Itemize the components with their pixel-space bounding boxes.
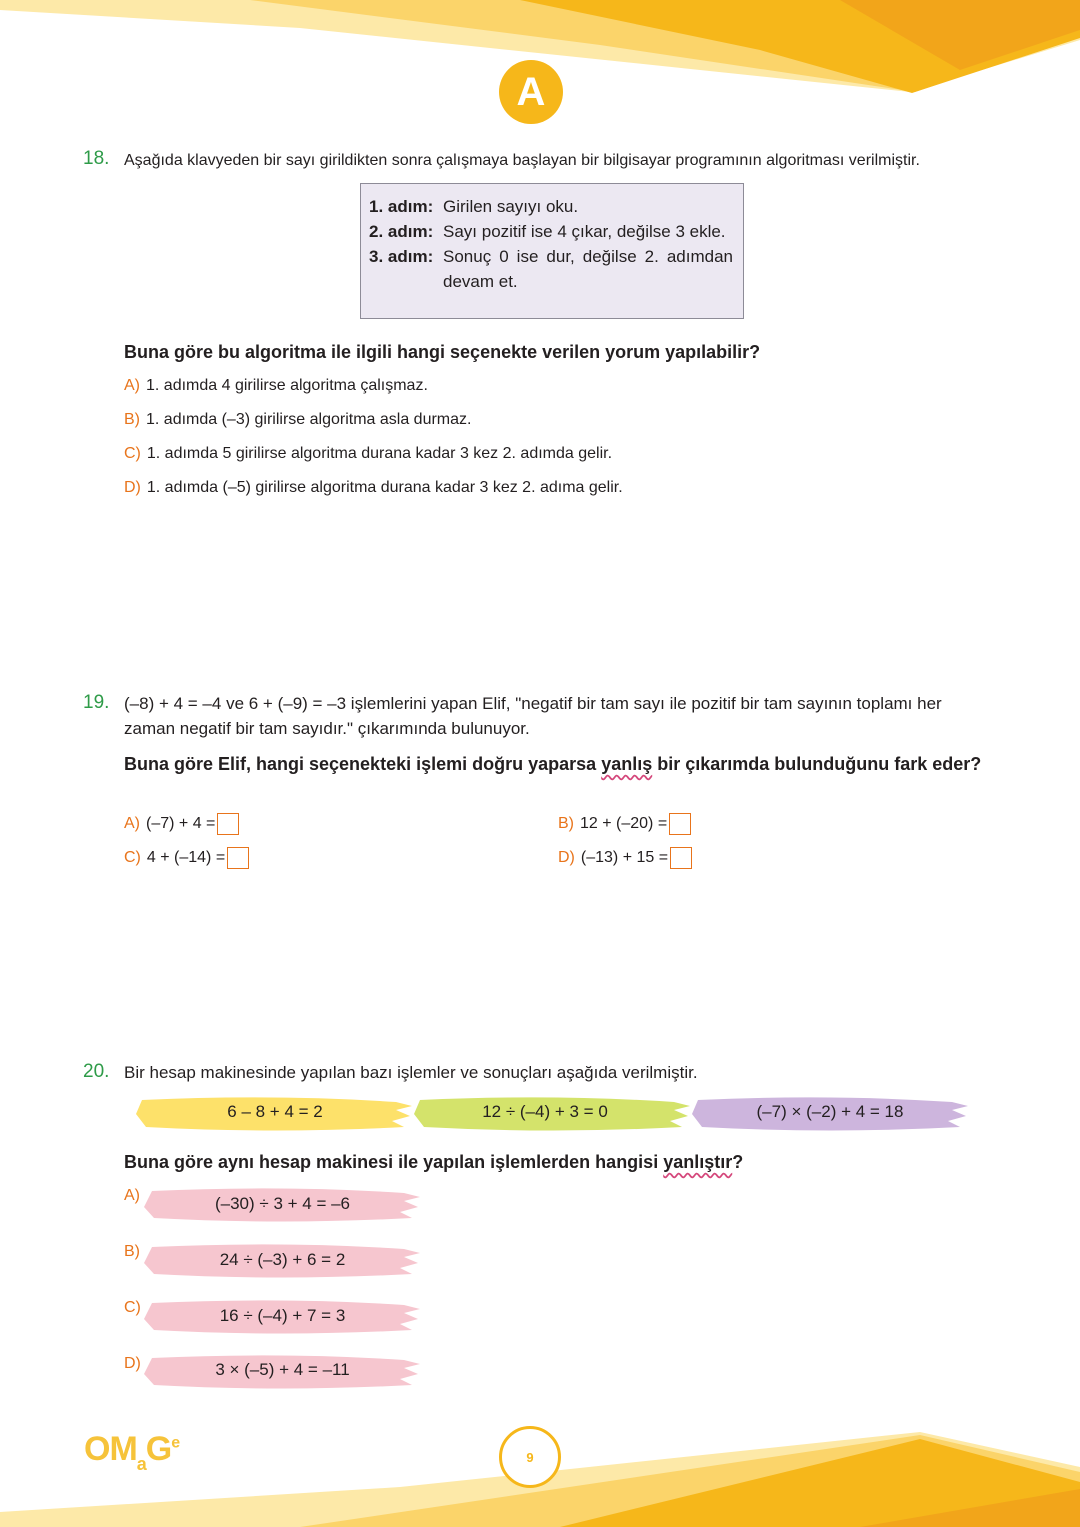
option-letter: C) — [124, 445, 141, 462]
step-label: 2. adım: — [369, 222, 434, 241]
page-number: 9 — [499, 1426, 561, 1488]
prompt-underlined-word: yanlıştır — [663, 1152, 733, 1172]
prompt-part: bir çıkarımda bulunduğunu fark eder? — [657, 754, 982, 774]
option-letter: D) — [558, 849, 575, 867]
logo-g: G — [145, 1430, 172, 1468]
option-text: (–13) + 15 = — [580, 849, 669, 867]
q20-option-b-text[interactable]: 24 ÷ (–3) + 6 = 2 — [219, 1250, 346, 1269]
example-expression-2: 12 ÷ (–4) + 3 = 0 — [482, 1102, 608, 1121]
algorithm-box — [360, 183, 744, 319]
option-letter: A) — [124, 377, 140, 394]
prompt-part: Buna göre Elif, hangi seçenekteki işlemi doğru yaparsa — [124, 754, 597, 774]
answer-box[interactable] — [669, 813, 691, 835]
question-20-text: Bir hesap makinesinde yapılan bazı işlemler ve sonuçları aşağıda verilmiştir. — [124, 1063, 698, 1082]
q18-option-b[interactable] — [124, 411, 471, 429]
step-text: Sayı pozitif ise 4 çıkar, değilse 3 ekle. — [443, 222, 726, 241]
step-label: 3. adım: — [369, 247, 434, 266]
logo-sub: a — [136, 1454, 146, 1474]
example-expression-3: (–7) × (–2) + 4 = 18 — [756, 1102, 904, 1121]
logo-e: e — [171, 1434, 180, 1452]
answer-box[interactable] — [670, 847, 692, 869]
option-text: 1. adımda 4 girilirse algoritma çalışmaz. — [146, 377, 428, 394]
option-text: 4 + (–14) = — [146, 849, 226, 867]
question-19-text: (–8) + 4 = –4 ve 6 + (–9) = –3 işlemlerini yapan Elif, "negatif bir tam sayı ile pozitif bir tam sayının toplamı her zaman negatif bir tam sayıdır." çıkarımında bulunuyor. — [124, 694, 942, 738]
prompt-part: Buna göre aynı hesap makinesi ile yapılan işlemlerden hangisi — [124, 1152, 659, 1172]
prompt-underlined-word: yanlış — [601, 754, 653, 774]
q18-option-c[interactable] — [124, 445, 612, 463]
q20-option-d-text[interactable]: 3 × (–5) + 4 = –11 — [215, 1360, 350, 1379]
option-letter: D) — [124, 479, 141, 496]
q18-option-a[interactable] — [124, 377, 428, 395]
logo-main: OM — [84, 1430, 137, 1468]
option-letter: C) — [124, 849, 141, 867]
option-letter: C) — [124, 1299, 141, 1316]
option-letter: B) — [558, 815, 574, 833]
brand-logo — [84, 1430, 179, 1475]
algorithm-step-3 — [369, 244, 733, 294]
step-label: 1. adım: — [369, 197, 434, 216]
option-letter: A) — [124, 1187, 140, 1204]
example-expression-1: 6 – 8 + 4 = 2 — [227, 1102, 323, 1121]
question-19-number: 19. — [83, 692, 110, 713]
step-text: Sonuç 0 ise dur, değilse 2. adımdan devam et. — [443, 247, 733, 291]
option-letter: A) — [124, 815, 140, 833]
question-18-number: 18. — [83, 148, 110, 169]
question-20-prompt — [124, 1150, 1004, 1175]
q19-option-c[interactable] — [124, 847, 249, 869]
option-text: (–7) + 4 = — [146, 815, 216, 833]
algorithm-step-2 — [369, 219, 733, 244]
option-letter: D) — [124, 1355, 141, 1372]
option-text: 12 + (–20) = — [580, 815, 668, 833]
algorithm-step-1 — [369, 194, 733, 219]
q19-option-a[interactable] — [124, 813, 239, 835]
q19-option-b[interactable] — [558, 813, 691, 835]
q20-option-a-text[interactable]: (–30) ÷ 3 + 4 = –6 — [214, 1194, 351, 1213]
prompt-part: ? — [732, 1152, 744, 1172]
q20-option-c-text[interactable]: 16 ÷ (–4) + 7 = 3 — [219, 1306, 346, 1325]
option-text: 1. adımda 5 girilirse algoritma durana kadar 3 kez 2. adımda gelir. — [146, 445, 613, 462]
option-letter: B) — [124, 411, 140, 428]
step-text: Girilen sayıyı oku. — [443, 197, 579, 216]
option-text: 1. adımda (–3) girilirse algoritma asla durmaz. — [146, 411, 472, 428]
question-20-number: 20. — [83, 1061, 110, 1082]
question-18-prompt: Buna göre bu algoritma ile ilgili hangi seçenekte verilen yorum yapılabilir? — [124, 342, 761, 362]
section-letter-badge: A — [499, 60, 563, 124]
answer-box[interactable] — [217, 813, 239, 835]
question-18-text: Aşağıda klavyeden bir sayı girildikten sonra çalışmaya başlayan bir bilgisayar programının algoritması verilmiştir. — [124, 152, 920, 169]
answer-box[interactable] — [227, 847, 249, 869]
q18-option-d[interactable] — [124, 479, 623, 497]
q19-option-d[interactable] — [558, 847, 692, 869]
question-19-prompt — [124, 752, 984, 777]
option-text: 1. adımda (–5) girilirse algoritma durana kadar 3 kez 2. adıma gelir. — [146, 479, 623, 496]
option-letter: B) — [124, 1243, 140, 1260]
